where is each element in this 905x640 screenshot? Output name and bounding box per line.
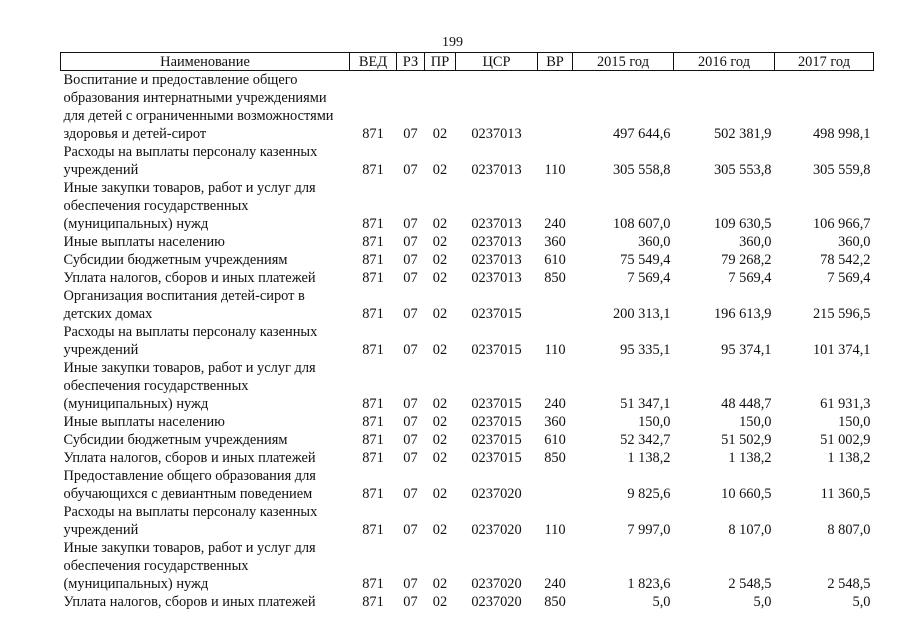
header-2015: 2015 год bbox=[573, 53, 674, 71]
cell-name: Иные закупки товаров, работ и услуг для обеспечения государственных (муниципальных) нужд bbox=[63, 180, 316, 232]
cell-ved: 871 bbox=[362, 414, 384, 430]
cell-2017: 498 998,1 bbox=[812, 126, 871, 142]
cell-vr bbox=[538, 71, 573, 144]
cell-2015: 52 342,7 bbox=[620, 432, 671, 448]
cell-2016: 10 660,5 bbox=[721, 486, 772, 502]
cell-pr: 02 bbox=[432, 576, 448, 592]
table-row bbox=[61, 431, 874, 449]
cell-name: Иные выплаты населению bbox=[63, 414, 225, 430]
cell-rz: 07 bbox=[403, 216, 418, 232]
cell-name: Субсидии бюджетным учреждениям bbox=[63, 432, 288, 448]
cell-csr: 0237015 bbox=[471, 396, 522, 412]
cell-2015: 75 549,4 bbox=[620, 252, 671, 268]
cell-2015: 95 335,1 bbox=[620, 342, 671, 358]
header-row bbox=[61, 53, 874, 71]
cell-csr: 0237013 bbox=[471, 162, 522, 178]
cell-vr: 240 bbox=[544, 576, 566, 592]
cell-csr: 0237020 bbox=[471, 576, 522, 592]
cell-pr: 02 bbox=[432, 252, 448, 268]
cell-2017: 11 360,5 bbox=[820, 486, 871, 502]
cell-vr: 360 bbox=[544, 414, 566, 430]
cell-vr: 850 bbox=[544, 450, 566, 466]
header-pr: ПР bbox=[425, 53, 456, 71]
cell-2017: 51 002,9 bbox=[820, 432, 871, 448]
cell-name: Иные закупки товаров, работ и услуг для обеспечения государственных (муниципальных) нужд bbox=[63, 540, 316, 592]
cell-2017: 2 548,5 bbox=[827, 576, 871, 592]
cell-csr: 0237013 bbox=[471, 234, 522, 250]
cell-2017: 305 559,8 bbox=[812, 162, 871, 178]
table-row bbox=[61, 539, 874, 593]
cell-ved: 871 bbox=[362, 450, 384, 466]
cell-rz: 07 bbox=[403, 126, 418, 142]
cell-name: Уплата налогов, сборов и иных платежей bbox=[63, 594, 316, 610]
table-row bbox=[61, 179, 874, 233]
cell-pr: 02 bbox=[432, 486, 448, 502]
table-row bbox=[61, 593, 874, 611]
cell-rz: 07 bbox=[403, 342, 418, 358]
table-row bbox=[61, 503, 874, 539]
cell-vr bbox=[538, 287, 573, 323]
table-row bbox=[61, 269, 874, 287]
cell-2017: 78 542,2 bbox=[820, 252, 871, 268]
cell-vr: 240 bbox=[544, 396, 566, 412]
cell-name: Уплата налогов, сборов и иных платежей bbox=[63, 450, 316, 466]
cell-2016: 150,0 bbox=[739, 414, 772, 430]
cell-name: Иные выплаты населению bbox=[63, 234, 225, 250]
cell-ved: 871 bbox=[362, 432, 384, 448]
cell-2016: 8 107,0 bbox=[728, 522, 772, 538]
cell-2015: 108 607,0 bbox=[612, 216, 671, 232]
cell-2017: 8 807,0 bbox=[827, 522, 871, 538]
cell-2017: 7 569,4 bbox=[827, 270, 871, 286]
cell-2017: 61 931,3 bbox=[820, 396, 871, 412]
cell-2015: 360,0 bbox=[638, 234, 671, 250]
table-row bbox=[61, 359, 874, 413]
cell-vr: 110 bbox=[544, 342, 566, 358]
cell-2016: 7 569,4 bbox=[728, 270, 772, 286]
cell-csr: 0237015 bbox=[471, 414, 522, 430]
cell-2015: 150,0 bbox=[638, 414, 671, 430]
cell-csr: 0237013 bbox=[471, 126, 522, 142]
cell-pr: 02 bbox=[432, 432, 448, 448]
cell-2015: 51 347,1 bbox=[620, 396, 671, 412]
cell-name: Организация воспитания детей-сирот в детских домах bbox=[63, 288, 305, 322]
cell-pr: 02 bbox=[432, 414, 448, 430]
cell-2015: 305 558,8 bbox=[612, 162, 671, 178]
cell-rz: 07 bbox=[403, 486, 418, 502]
cell-pr: 02 bbox=[432, 450, 448, 466]
cell-ved: 871 bbox=[362, 216, 384, 232]
cell-vr: 240 bbox=[544, 216, 566, 232]
cell-csr: 0237020 bbox=[471, 594, 522, 610]
header-2016: 2016 год bbox=[674, 53, 775, 71]
cell-ved: 871 bbox=[362, 270, 384, 286]
cell-rz: 07 bbox=[403, 414, 418, 430]
cell-name: Субсидии бюджетным учреждениям bbox=[63, 252, 288, 268]
cell-rz: 07 bbox=[403, 576, 418, 592]
cell-name: Воспитание и предоставление общего образования интернатными учреждениями для детей с ограниченными возможностями здоровья и детей-сирот bbox=[63, 72, 334, 142]
cell-csr: 0237020 bbox=[471, 486, 522, 502]
cell-2017: 1 138,2 bbox=[827, 450, 871, 466]
cell-2017: 215 596,5 bbox=[812, 306, 871, 322]
table-row bbox=[61, 413, 874, 431]
cell-2016: 95 374,1 bbox=[721, 342, 772, 358]
cell-2015: 5,0 bbox=[652, 594, 671, 610]
header-vr: ВР bbox=[538, 53, 573, 71]
cell-2015: 7 997,0 bbox=[627, 522, 671, 538]
cell-ved: 871 bbox=[362, 342, 384, 358]
cell-pr: 02 bbox=[432, 342, 448, 358]
cell-name: Расходы на выплаты персоналу казенных учреждений bbox=[63, 144, 318, 178]
cell-name: Расходы на выплаты персоналу казенных учреждений bbox=[63, 324, 318, 358]
cell-rz: 07 bbox=[403, 450, 418, 466]
cell-ved: 871 bbox=[362, 396, 384, 412]
cell-2015: 1 138,2 bbox=[627, 450, 671, 466]
cell-csr: 0237015 bbox=[471, 450, 522, 466]
cell-2017: 360,0 bbox=[838, 234, 871, 250]
cell-csr: 0237013 bbox=[471, 270, 522, 286]
header-name: Наименование bbox=[61, 53, 350, 71]
cell-name: Иные закупки товаров, работ и услуг для обеспечения государственных (муниципальных) нужд bbox=[63, 360, 316, 412]
table-row bbox=[61, 143, 874, 179]
cell-rz: 07 bbox=[403, 396, 418, 412]
cell-rz: 07 bbox=[403, 270, 418, 286]
table-row bbox=[61, 71, 874, 144]
cell-rz: 07 bbox=[403, 306, 418, 322]
cell-2016: 51 502,9 bbox=[721, 432, 772, 448]
cell-2016: 502 381,9 bbox=[713, 126, 772, 142]
header-csr: ЦСР bbox=[456, 53, 538, 71]
cell-2016: 305 553,8 bbox=[713, 162, 772, 178]
cell-2017: 101 374,1 bbox=[812, 342, 871, 358]
cell-pr: 02 bbox=[432, 522, 448, 538]
table-row bbox=[61, 251, 874, 269]
cell-ved: 871 bbox=[362, 234, 384, 250]
cell-vr: 850 bbox=[544, 270, 566, 286]
cell-pr: 02 bbox=[432, 234, 448, 250]
cell-ved: 871 bbox=[362, 576, 384, 592]
cell-ved: 871 bbox=[362, 306, 384, 322]
cell-vr: 610 bbox=[544, 252, 566, 268]
cell-2017: 150,0 bbox=[838, 414, 871, 430]
cell-vr: 110 bbox=[544, 522, 566, 538]
cell-2015: 1 823,6 bbox=[627, 576, 671, 592]
cell-2016: 109 630,5 bbox=[713, 216, 772, 232]
cell-2015: 200 313,1 bbox=[612, 306, 671, 322]
cell-csr: 0237013 bbox=[471, 216, 522, 232]
cell-csr: 0237013 bbox=[471, 252, 522, 268]
budget-table bbox=[60, 52, 874, 611]
cell-rz: 07 bbox=[403, 234, 418, 250]
cell-pr: 02 bbox=[432, 216, 448, 232]
cell-2017: 106 966,7 bbox=[812, 216, 871, 232]
table-header bbox=[61, 53, 874, 71]
cell-vr: 850 bbox=[544, 594, 566, 610]
table-row bbox=[61, 323, 874, 359]
page-number: 199 bbox=[442, 35, 463, 50]
cell-ved: 871 bbox=[362, 486, 384, 502]
cell-rz: 07 bbox=[403, 432, 418, 448]
table-row bbox=[61, 287, 874, 323]
table-row bbox=[61, 449, 874, 467]
cell-2016: 5,0 bbox=[753, 594, 772, 610]
table-row bbox=[61, 467, 874, 503]
table-body bbox=[61, 71, 874, 612]
cell-ved: 871 bbox=[362, 162, 384, 178]
cell-vr: 360 bbox=[544, 234, 566, 250]
cell-rz: 07 bbox=[403, 162, 418, 178]
cell-csr: 0237015 bbox=[471, 342, 522, 358]
cell-rz: 07 bbox=[403, 252, 418, 268]
header-rz: РЗ bbox=[397, 53, 425, 71]
cell-csr: 0237015 bbox=[471, 306, 522, 322]
cell-pr: 02 bbox=[432, 270, 448, 286]
cell-2016: 48 448,7 bbox=[721, 396, 772, 412]
cell-2016: 2 548,5 bbox=[728, 576, 772, 592]
cell-ved: 871 bbox=[362, 126, 384, 142]
cell-vr: 110 bbox=[544, 162, 566, 178]
header-ved: ВЕД bbox=[350, 53, 397, 71]
cell-2016: 1 138,2 bbox=[728, 450, 772, 466]
cell-pr: 02 bbox=[432, 162, 448, 178]
cell-vr: 610 bbox=[544, 432, 566, 448]
cell-ved: 871 bbox=[362, 594, 384, 610]
cell-pr: 02 bbox=[432, 306, 448, 322]
cell-pr: 02 bbox=[432, 594, 448, 610]
cell-ved: 871 bbox=[362, 522, 384, 538]
cell-vr bbox=[538, 467, 573, 503]
cell-rz: 07 bbox=[403, 594, 418, 610]
cell-pr: 02 bbox=[432, 126, 448, 142]
table-row bbox=[61, 233, 874, 251]
header-2017: 2017 год bbox=[775, 53, 874, 71]
cell-ved: 871 bbox=[362, 252, 384, 268]
cell-name: Уплата налогов, сборов и иных платежей bbox=[63, 270, 316, 286]
cell-name: Предоставление общего образования для обучающихся с девиантным поведением bbox=[63, 468, 316, 502]
cell-csr: 0237020 bbox=[471, 522, 522, 538]
cell-2015: 7 569,4 bbox=[627, 270, 671, 286]
cell-name: Расходы на выплаты персоналу казенных учреждений bbox=[63, 504, 318, 538]
cell-2015: 9 825,6 bbox=[627, 486, 671, 502]
cell-csr: 0237015 bbox=[471, 432, 522, 448]
cell-pr: 02 bbox=[432, 396, 448, 412]
cell-2016: 79 268,2 bbox=[721, 252, 772, 268]
cell-2016: 360,0 bbox=[739, 234, 772, 250]
cell-rz: 07 bbox=[403, 522, 418, 538]
cell-2016: 196 613,9 bbox=[713, 306, 772, 322]
cell-2017: 5,0 bbox=[852, 594, 871, 610]
cell-2015: 497 644,6 bbox=[612, 126, 671, 142]
